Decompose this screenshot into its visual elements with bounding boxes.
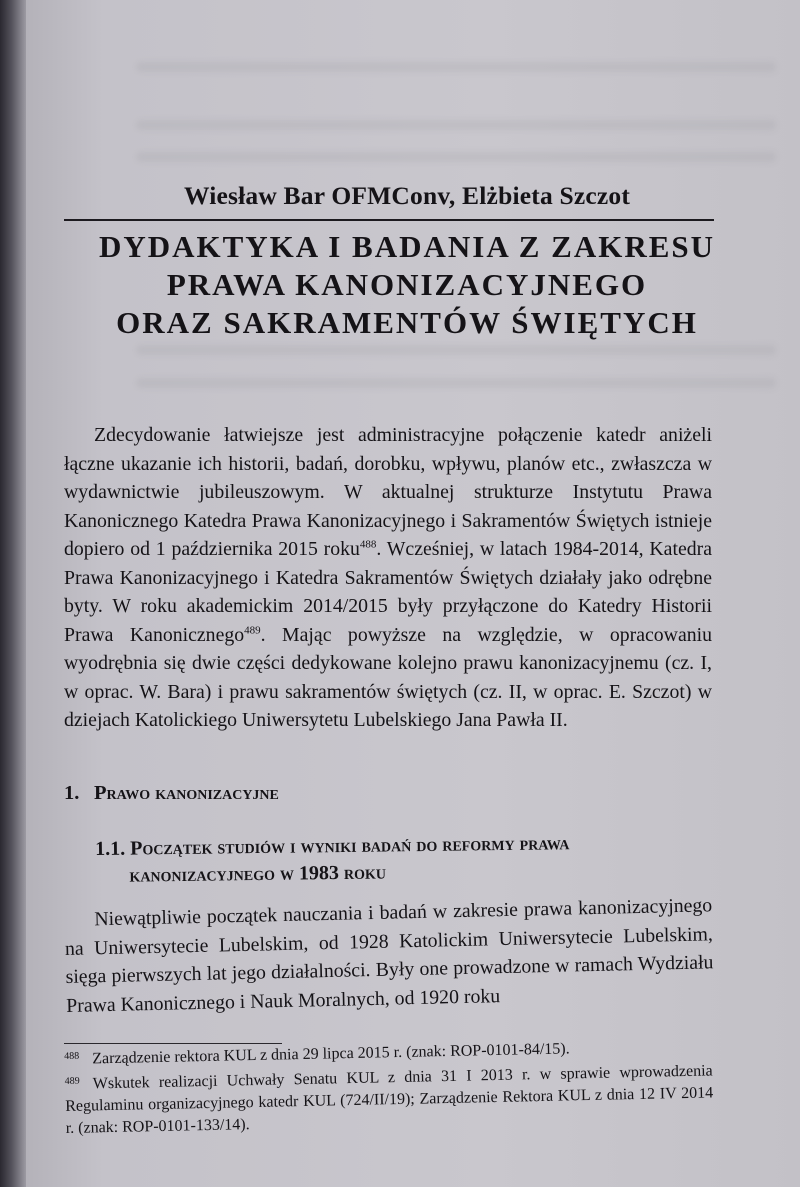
chapter-title-line: DYDAKTYKA I BADANIA Z ZAKRESU: [98, 229, 716, 264]
bleed-through: [136, 120, 776, 130]
subsection-heading: [95, 828, 716, 890]
chapter-authors: Wiesław Bar OFMConv, Elżbieta Szczot: [183, 181, 631, 210]
paragraph-text: Niewątpliwie początek nauczania i badań w zakresie prawa kanonizacyjnego na Uniwersytecie Lubelskim, od 1928 Katolickim Uniwersytecie Lubelskim, sięga pierwszych lat jego działalności. Były one prowadzone w ramach Wydziału Prawa Kanonicznego i Nauk Moralnych, od 1920 roku: [64, 894, 714, 1017]
chapter-title-line: ORAZ SAKRAMENTÓW ŚWIĘTYCH: [116, 305, 698, 340]
footnote-mark: 488: [64, 1050, 80, 1062]
header-rule: [64, 219, 714, 221]
intro-paragraph: [64, 421, 712, 735]
bleed-through: [136, 345, 776, 355]
subsection-title-line: Początek studiów i wyniki badań do reformy prawa: [130, 832, 570, 860]
bleed-through: [136, 378, 776, 388]
footnotes: [64, 1032, 714, 1140]
intro-text: . Wcześniej, w latach 1984-2014, Katedra Prawa Kanonizacyjnego i Katedra Sakramentów Świętych działały jako odrębne byty. W roku akademickim 2014/2015 były przyłączone do Katedry Historii Prawa Kanonicznego: [64, 538, 712, 646]
subsection-number: 1.1.: [95, 837, 126, 860]
footnote-ref: 489: [244, 623, 261, 636]
footnote-text: Wskutek realizacji Uchwały Senatu KUL z dnia 31 I 2013 r. w sprawie wprowadzenia Regulaminu organizacyjnego katedr KUL (724/II/19); Zarządzenie Rektora KUL z dnia 12 IV 2014 r. (znak: ROP-0101-133/14).: [65, 1062, 714, 1137]
footnote-mark: 489: [64, 1075, 80, 1087]
intro-text: Zdecydowanie łatwiejsze jest administracyjne połączenie katedr aniżeli łączne ukazanie ich historii, badań, dorobku, wpływu, planów etc., zwłaszcza w wydawnictwie jubileuszowym. W aktualnej strukturze Instytutu Prawa Kanonicznego Katedra Prawa Kanonizacyjnego i Sakramentów Świętych istnieje dopiero od 1 października 2015 roku: [64, 424, 712, 560]
chapter-title: [64, 228, 750, 342]
chapter-title-line: PRAWA KANONIZACYJNEGO: [166, 267, 648, 302]
footnote-ref: 488: [359, 538, 377, 551]
section-heading: [64, 782, 712, 805]
footnote: [65, 1057, 714, 1140]
subsection-title-line: kanonizacyjnego w 1983 roku: [129, 861, 387, 887]
bleed-through: [136, 62, 776, 72]
intro-text: . Mając powyższe na względzie, w opracowaniu wyodrębnia się dwie części dedykowane kolejno prawu kanonizacyjnemu (cz. I, w oprac. W. Bara) i prawu sakramentów świętych (cz. II, w oprac. E. Szczot) w dziejach Katolickiego Uniwersytetu Lubelskiego Jana Pawła II.: [64, 623, 712, 731]
section-title: Prawo kanonizacyjne: [94, 782, 279, 804]
footnote-text: Zarządzenie rektora KUL z dnia 29 lipca 2015 r. (znak: ROP-0101-84/15).: [92, 1040, 570, 1068]
bleed-through: [136, 152, 776, 162]
book-spine: [0, 0, 26, 1187]
subsection-paragraph: [64, 891, 714, 1020]
section-number: 1.: [64, 782, 80, 804]
